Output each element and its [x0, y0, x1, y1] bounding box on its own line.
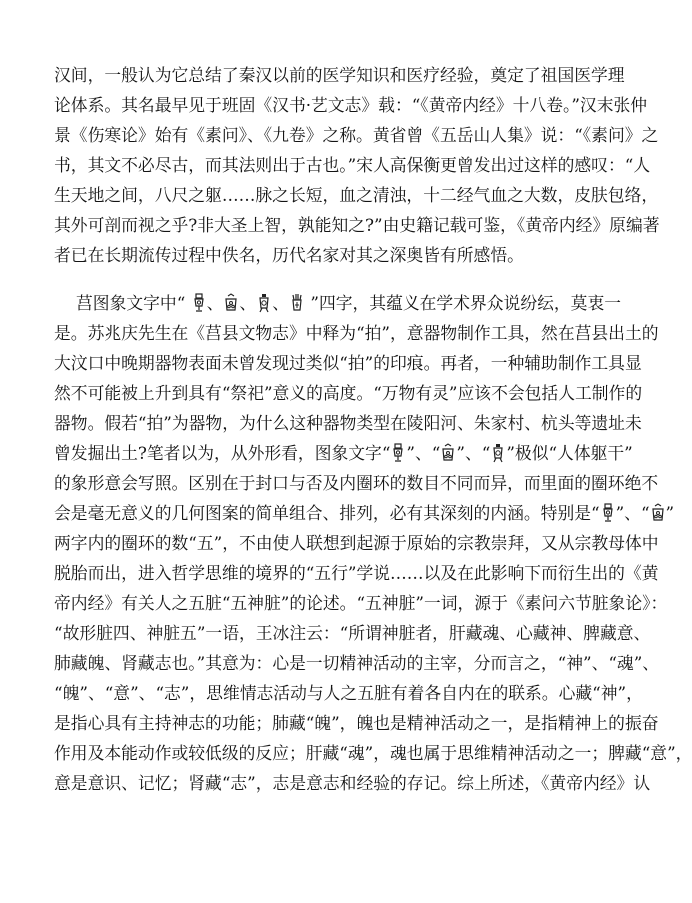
paragraph2-line-17: 意是意识、记忆；肾藏“志”，志是意志和经验的存记。综上所述，《黄帝内经》认 — [54, 773, 651, 793]
paragraph2-line-14: “魄”、“意”、“志”，思维情志活动与人之五脏有着各自内在的联系。心藏“神”， — [54, 683, 643, 703]
pictograph-separator: ”、“ — [456, 443, 491, 463]
pictograph-separator: ”、“ — [615, 503, 650, 523]
paragraph1-line-4: 书，其文不必尽古，而其法则出于古也。”宋人高保衡更曾发出过这样的感叹：“人 — [54, 155, 651, 175]
paragraph2-line-15: 是指心具有主持神志的功能；肺藏“魄”，魄也是精神活动之一，是指精神上的振奋 — [54, 713, 659, 733]
paragraph2-line-12: “故形脏四、神脏五”一语，王冰注云：“所谓神脏者，肝藏魂、心藏神、脾藏意、 — [54, 623, 651, 643]
paragraph2-line-5: 器物。假若“拍”为器物，为什么这种器物类型在陵阳河、朱家村、杭头等遗址未 — [54, 413, 642, 433]
paragraph2-line-1 — [76, 290, 622, 316]
pictograph-body-open-icon — [601, 503, 615, 523]
pictograph-body-closed-icon — [257, 293, 271, 313]
paragraph2-line-3: 大汶口中晚期器物表面未曾发现过类似“拍”的印痕。再者，一种辅助制作工具显 — [54, 353, 642, 373]
paragraph2-line-9: 两字内的圈环的数“五”，不由使人联想到起源于原始的宗教崇拜，又从宗教母体中 — [54, 533, 659, 553]
pictograph-body-rings-icon — [651, 503, 665, 523]
paragraph1-line-7: 者已在长期流传过程中佚名，历代名家对其之深奥皆有所感悟。 — [54, 245, 524, 265]
paragraph1-line-3: 景《伤寒论》始有《素问》、《九卷》之称。黄省曾《五岳山人集》说：“《素问》之 — [54, 125, 659, 145]
paragraph2-line-4: 然不可能被上升到具有“祭祀”意义的高度。“万物有灵”应该不会包括人工制作的 — [54, 383, 643, 403]
paragraph2-line-13: 肺藏魄、肾藏志也。”其意为：心是一切精神活动的主宰，分而言之，“神”、“魂”、 — [54, 653, 660, 673]
pictograph-separator: 、 — [206, 293, 224, 313]
paragraph1-line-6: 其外可剖而视之乎?非大圣上智，孰能知之?”由史籍记载可鉴，《黄帝内经》原编著 — [54, 215, 660, 235]
paragraph2-line-8-lead: 会是毫无意义的几何图案的简单组合、排列，必有其深刻的内涵。特别是“ — [54, 503, 600, 523]
paragraph2-line-11: 帝内经》有关人之五脏“五神脏”的论述。“五神脏”一词，源于《素问六节脏象论》： — [54, 593, 668, 613]
paragraph2-line-16: 作用及本能动作或较低级的反应；肝藏“魂”，魂也属于思维精神活动之一；脾藏“意”， — [54, 743, 692, 763]
pictograph-body-open-icon — [192, 293, 206, 313]
paragraph2-line-6 — [54, 440, 633, 466]
pictograph-body-hand-icon — [290, 293, 304, 313]
paragraph2-line-6-tail: ”极似“人体躯干” — [506, 443, 633, 463]
pictograph-body-rings-icon — [224, 293, 238, 313]
paragraph1-line-1: 汉间，一般认为它总结了秦汉以前的医学知识和医疗经验，奠定了祖国医学理 — [54, 65, 625, 85]
paragraph1-line-2: 论体系。其名最早见于班固《汉书·艺文志》载：“《黄帝内经》十八卷。”汉末张仲 — [54, 95, 648, 115]
paragraph2-line-1-lead: 莒图象文字中“ — [76, 293, 186, 313]
pictograph-separator: ”、“ — [406, 443, 441, 463]
pictograph-separator: 、 — [272, 293, 290, 313]
paragraph2-line-8 — [54, 500, 675, 526]
paragraph1-line-5: 生天地之间，八尺之躯……脉之长短，血之清浊，十二经气血之大数，皮肤包络， — [54, 185, 659, 205]
paragraph2-line-6-lead: 曾发掘出土?笔者以为，从外形看，图象文字“ — [54, 443, 391, 463]
paragraph2-line-8-tail: ” — [665, 503, 675, 523]
pictograph-body-rings-icon — [441, 443, 455, 463]
pictograph-body-open-icon — [391, 443, 405, 463]
paragraph2-line-7: 的象形意会写照。区别在于封口与否及内圈环的数目不同而异，而里面的圈环绝不 — [54, 473, 659, 493]
pictograph-body-closed-icon — [491, 443, 505, 463]
paragraph2-line-2: 是。苏兆庆先生在《莒县文物志》中释为“拍”，意器物制作工具，然在莒县出土的 — [54, 323, 659, 343]
pictograph-separator: 、 — [239, 293, 257, 313]
paragraph2-line-10: 脱胎而出，进入哲学思维的境界的“五行”学说……以及在此影响下而衍生出的《黄 — [54, 563, 659, 583]
paragraph2-line-1-tail: ”四字，其蕴义在学术界众说纷纭，莫衷一 — [310, 293, 622, 313]
